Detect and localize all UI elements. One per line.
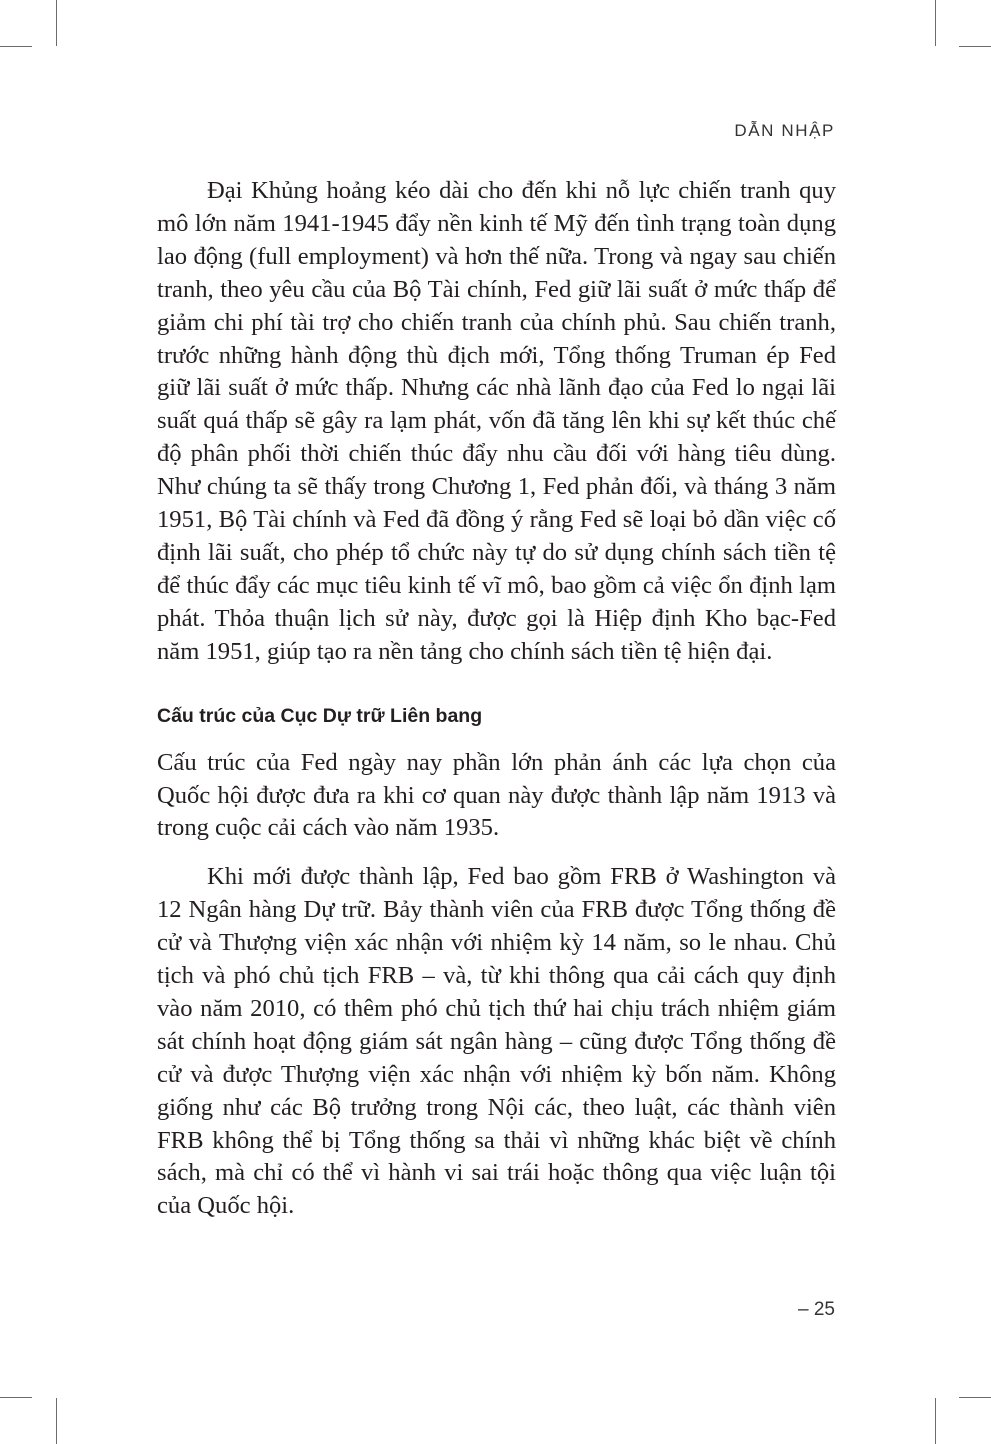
- running-head: DẪN NHẬP: [734, 121, 835, 140]
- crop-mark-top-right: [935, 0, 936, 46]
- crop-mark-top-left-h: [0, 46, 32, 47]
- page-number: – 25: [798, 1299, 835, 1320]
- crop-mark-bottom-left: [56, 1398, 57, 1444]
- page-body: [157, 175, 836, 1223]
- crop-mark-bottom-right-h: [959, 1397, 991, 1398]
- crop-mark-top-right-h: [959, 46, 991, 47]
- paragraph-great-depression: Đại Khủng hoảng kéo dài cho đến khi nỗ lực chiến tranh quy mô lớn năm 1941-1945 đẩy nền kinh tế Mỹ đến tình trạng toàn dụng lao động (full employment) và hơn thế nữa. Trong và ngay sau chiến tranh, theo yêu cầu của Bộ Tài chính, Fed giữ lãi suất ở mức thấp để giảm chi phí tài trợ cho chiến tranh của chính phủ. Sau chiến tranh, trước những hành động thù địch mới, Tổng thống Truman ép Fed giữ lãi suất ở mức thấp. Nhưng các nhà lãnh đạo của Fed lo ngại lãi suất quá thấp sẽ gây ra lạm phát, vốn đã tăng lên khi sự kết thúc chế độ phân phối thời chiến thúc đẩy nhu cầu đối với hàng tiêu dùng. Như chúng ta sẽ thấy trong Chương 1, Fed phản đối, và tháng 3 năm 1951, Bộ Tài chính và Fed đã đồng ý rằng Fed sẽ loại bỏ dần việc cố định lãi suất, cho phép tổ chức này tự do sử dụng chính sách tiền tệ để thúc đẩy các mục tiêu kinh tế vĩ mô, bao gồm cả việc ổn định lạm phát. Thỏa thuận lịch sử này, được gọi là Hiệp định Kho bạc-Fed năm 1951, giúp tạo ra nền tảng cho chính sách tiền tệ hiện đại.: [157, 177, 836, 665]
- paragraph-fed-structure: Cấu trúc của Fed ngày nay phần lớn phản ánh các lựa chọn của Quốc hội được đưa ra khi cơ quan này được thành lập năm 1913 và trong cuộc cải cách vào năm 1935.: [157, 748, 836, 842]
- section-heading: Cấu trúc của Cục Dự trữ Liên bang: [157, 704, 483, 727]
- crop-mark-top-left: [56, 0, 57, 46]
- crop-mark-bottom-right: [935, 1398, 936, 1444]
- paragraph-frb-members: Khi mới được thành lập, Fed bao gồm FRB ở Washington và 12 Ngân hàng Dự trữ. Bảy thành viên của FRB được Tổng thống đề cử và Thượng viện xác nhận với nhiệm kỳ 14 năm, so le nhau. Chủ tịch và phó chủ tịch FRB – và, từ khi thông qua cải cách quy định vào năm 2010, có thêm phó chủ tịch thứ hai chịu trách nhiệm giám sát chính hoạt động giám sát ngân hàng – cũng được Tổng thống đề cử và được Thượng viện xác nhận với nhiệm kỳ bốn năm. Không giống như các Bộ trưởng trong Nội các, theo luật, các thành viên FRB không thể bị Tổng thống sa thải vì những khác biệt về chính sách, mà chỉ có thể vì hành vi sai trái hoặc thông qua việc luận tội của Quốc hội.: [157, 863, 836, 1220]
- crop-mark-bottom-left-h: [0, 1397, 32, 1398]
